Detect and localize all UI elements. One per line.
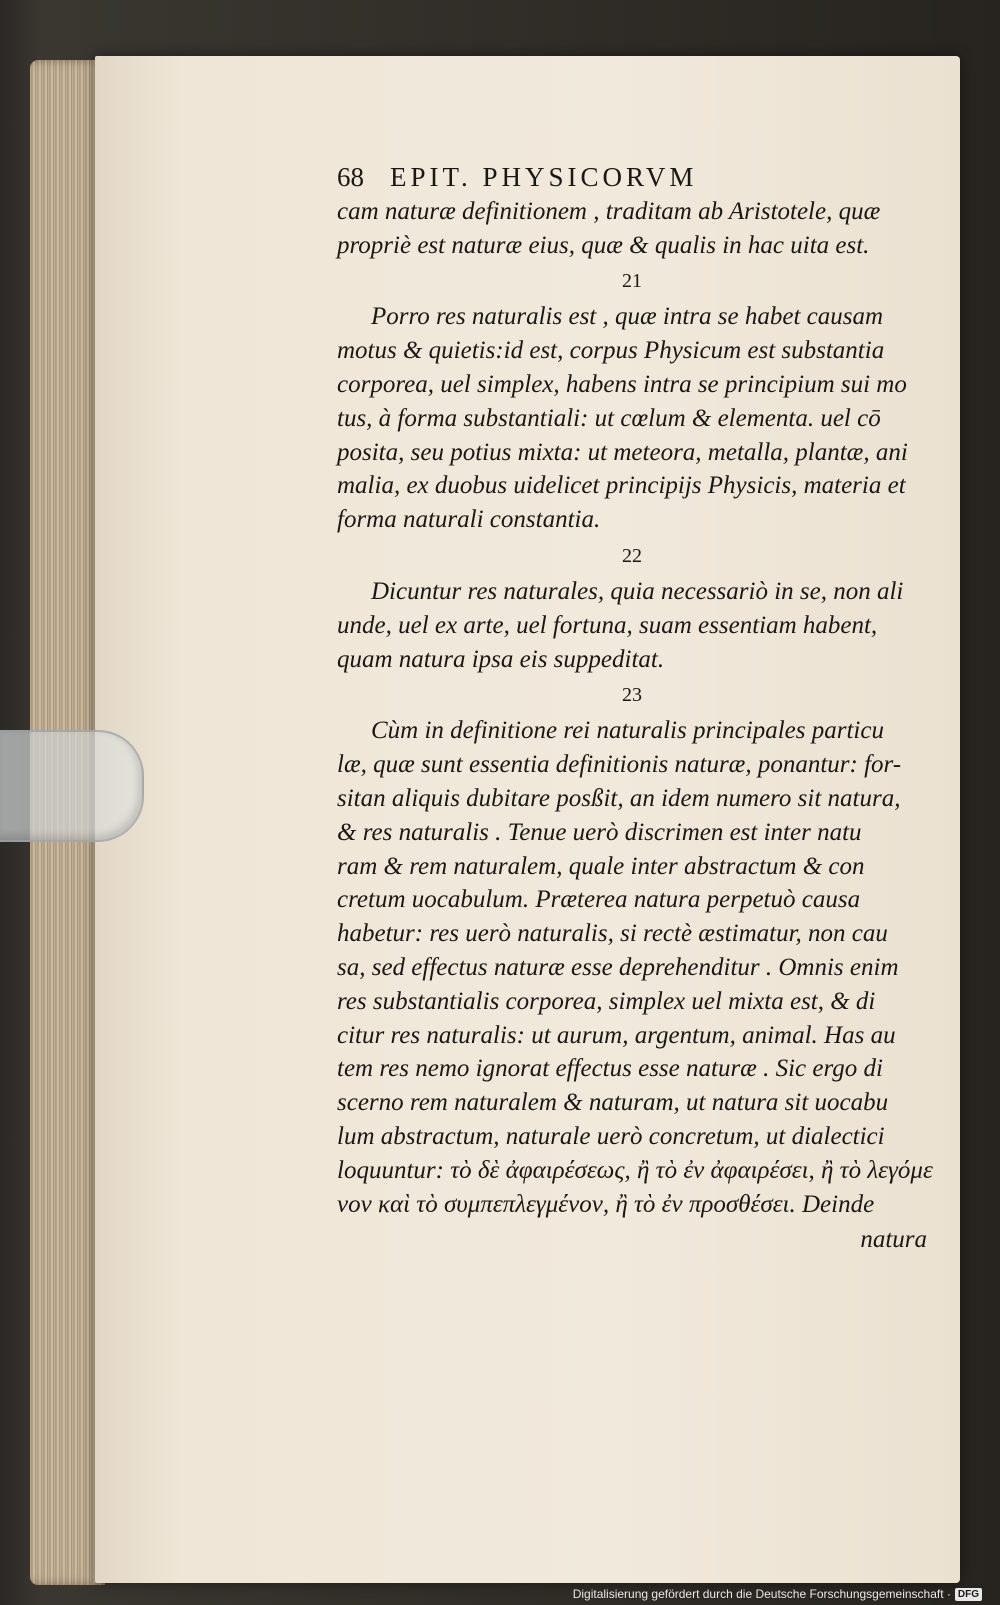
text-line: læ, quæ sunt essentia definitionis naturæ, ponantur: for- [337,751,902,779]
text-line: res substantialis corporea, simplex uel mixta est, & di [337,987,876,1015]
page-text-block [337,161,933,1257]
page-clip [0,730,144,842]
text-line: νον καὶ τὸ συμπεπλεγμένον, ἢ τὸ ἐν προσθέσει. Deinde [337,1190,875,1218]
text-line: corporea, uel simplex, habens intra se principium sui mo [337,370,907,398]
catchword: natura [860,1226,927,1254]
text-line: habetur: res uerò naturalis, si rectè æstimatur, non cau [337,920,888,948]
text-line: citur res naturalis: ut aurum, argentum, animal. Has au [337,1021,896,1049]
text-line: tus, à forma substantiali: ut cœlum & elementa. uel cō [337,404,881,432]
opening-paragraph [337,195,927,263]
text-line: ram & rem naturalem, quale inter abstractum & con [337,852,865,880]
text-line: scerno rem naturalem & naturam, ut natura sit uocabu [337,1089,889,1117]
running-title: EPIT. PHYSICORVM [390,162,698,192]
text-line: forma naturali constantia. [337,506,601,534]
text-line: cam naturæ definitionem , traditam ab Aristotele, quæ [337,197,881,225]
text-line: Dicuntur res naturales, quia necessariò in se, non ali [371,577,904,605]
text-line: sitan aliquis dubitare posßit, an idem numero sit natura, [337,784,901,812]
text-line: loquuntur: τὸ δὲ ἀφαιρέσεως, ἢ τὸ ἐν ἀφαιρέσει, ἢ τὸ λεγόμε [337,1156,933,1184]
footer-credit [573,1587,982,1601]
text-line: cretum uocabulum. Præterea natura perpetuò causa [337,886,861,914]
text-line: Cùm in definitione rei naturalis principales particu [371,717,884,745]
section-number: 21 [622,270,642,293]
text-line: unde, uel ex arte, uel fortuna, suam essentiam habent, [337,611,878,639]
text-line: & res naturalis . Tenue uerò discrimen est inter natu [337,818,862,846]
text-line: malia, ex duobus uidelicet principijs Physicis, materia et [337,472,906,500]
section-21-paragraph [337,300,927,537]
section-number: 22 [622,544,642,567]
text-line: Porro res naturalis est , quæ intra se habet causam [371,303,884,331]
section-23-paragraph [337,714,933,1221]
footer-text: Digitalisierung gefördert durch die Deutsche Forschungsgemeinschaft · [572,1587,951,1601]
text-line: posita, seu potius mixta: ut meteora, metalla, plantæ, ani [337,438,908,466]
text-line: quam natura ipsa eis suppeditat. [337,645,665,673]
running-header [337,161,927,195]
text-line: lum abstractum, naturale uerò concretum, ut dialectici [337,1122,885,1150]
text-line: motus & quietis:id est, corpus Physicum est substantia [337,337,885,365]
text-line: tem res nemo ignorat effectus esse naturæ . Sic ergo di [337,1055,883,1083]
text-line: sa, sed effectus naturæ esse deprehenditur . Omnis enim [337,953,899,981]
text-line: propriè est naturæ eius, quæ & qualis in hac uita est. [337,231,870,259]
section-number: 23 [622,684,642,707]
book-page [95,56,960,1583]
dfg-logo-icon: DFG [955,1588,982,1601]
page-number: 68 [337,162,364,192]
section-22-paragraph [337,575,927,676]
